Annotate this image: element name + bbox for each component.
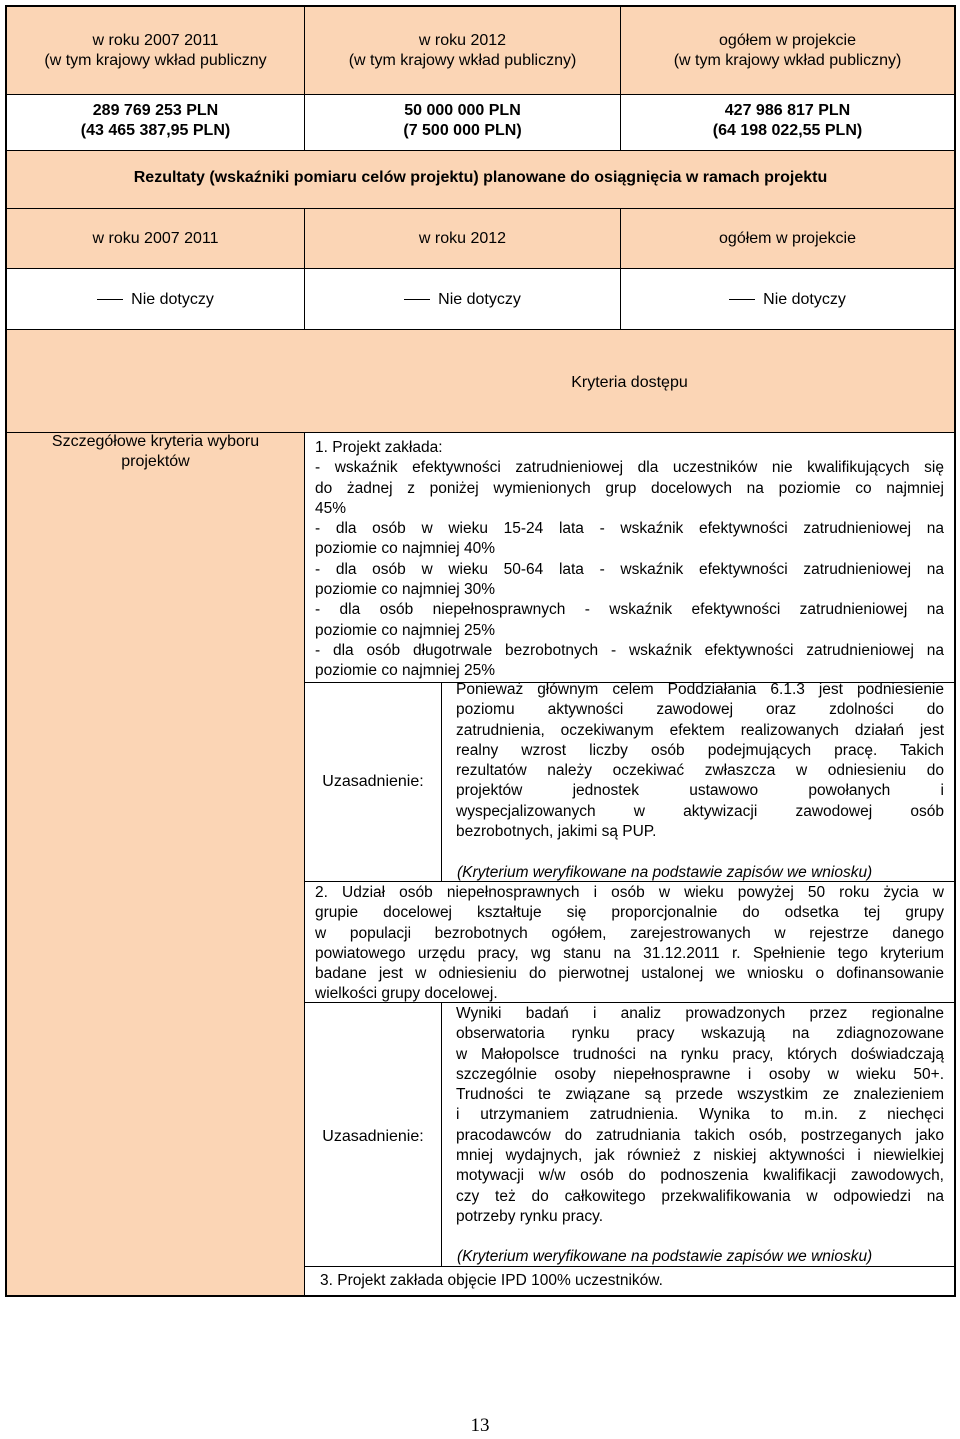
text-line: wyspecjalizowanych w aktywizacji zawodowej osób — [456, 802, 944, 820]
text-line: poziomie co najmniej 25% — [315, 662, 496, 680]
rule — [7, 329, 954, 330]
text-line: - wskaźnik efektywności zatrudnieniowej dla uczestników nie kwalifikujących się — [315, 459, 944, 477]
text-line: 2. Udział osób niepełnosprawnych i osób w wieku powyżej 50 roku życia w — [315, 884, 944, 901]
justification-label-2: Uzasadnienie: — [322, 1128, 424, 1145]
text-line: czy też do całkowitego przekwalifikowania w odpowiedzi na — [456, 1187, 944, 1205]
text-line: Trudności te związane są przede wszystkim ze znalezieniem — [456, 1086, 944, 1104]
rule — [7, 94, 954, 95]
text-line: szczególnie osoby niepełnosprawne i osoby w wieku 50+. — [456, 1065, 944, 1083]
page-number: 13 — [470, 1415, 490, 1436]
text-line: rezultatów należy oczekiwać zwłaszcza w odniesieniu do — [456, 762, 944, 780]
text-line: obserwatoria rynku pracy wskazują na zdiagnozowane — [456, 1025, 944, 1043]
border-top — [5, 5, 956, 7]
results-title: Rezultaty (wskaźniki pomiaru celów projektu) planowane do osiągnięcia w ramach projektu — [133, 169, 828, 186]
results-header-col2: w roku 2012 — [418, 230, 507, 247]
text-line: 45% — [315, 499, 347, 517]
verification-note-1: (Kryterium weryfikowane na podstawie zapisów we wniosku) — [457, 864, 873, 881]
results-value-col1: Nie dotyczy — [7, 290, 304, 310]
text-line: Ponieważ głównym celem Poddziałania 6.1.3 jest podniesienie — [456, 681, 944, 698]
criterion-1-text — [315, 438, 944, 682]
funding-header-col1: w roku 2007 2011 (w tym krajowy wkład publiczny — [44, 32, 267, 69]
border-bottom — [5, 1295, 956, 1297]
funding-value-col1: 289 769 253 PLN (43 465 387,95 PLN) — [80, 102, 231, 139]
text-line: projektów jednostek ustawowo powołanych i — [456, 782, 944, 800]
border-right — [954, 5, 956, 1297]
verification-note-2: (Kryterium weryfikowane na podstawie zapisów we wniosku) — [457, 1248, 873, 1265]
criterion-3-text: 3. Projekt zakłada objęcie IPD 100% uczestników. — [320, 1272, 663, 1289]
criteria-label-bg — [7, 432, 305, 1296]
text-line: poziomu aktywności zawodowej oraz zdolności do — [456, 701, 944, 719]
text-line: realny wzrost liczby osób podejmujących pracę. Takich — [456, 741, 944, 759]
col-divider — [620, 208, 621, 329]
text-line: grupie docelowej kształtuje się proporcjonalnie do odsetka tej grupy — [315, 904, 944, 922]
funding-header-col3: ogółem w projekcie (w tym krajowy wkład publiczny) — [673, 32, 902, 69]
col-divider — [441, 1002, 442, 1266]
col-divider — [304, 432, 305, 1296]
text-line: - dla osób w wieku 50-64 lata - wskaźnik efektywności zatrudnieniowej na — [315, 560, 944, 578]
text-line: wielkości grupy docelowej. — [315, 985, 498, 1003]
rule — [7, 150, 954, 151]
results-header-col3: ogółem w projekcie — [719, 230, 856, 247]
text-line: badane jest w odniesieniu do pierwotnej ustalonej we wniosku o dofinansowanie — [315, 965, 944, 983]
justification-label-1: Uzasadnienie: — [322, 773, 424, 790]
text-line: w populacji bezrobotnych ogółem, zarejestrowanych w rejestrze danego — [315, 924, 944, 942]
funding-value-col2: 50 000 000 PLN (7 500 000 PLN) — [403, 102, 522, 139]
dash-mark — [97, 299, 123, 300]
text-line: i utrzymaniem zatrudnienia. Wynika to m.in. z niechęci — [456, 1106, 944, 1124]
justification-1-text — [456, 680, 944, 842]
results-value-col3: Nie dotyczy — [621, 290, 954, 310]
text-line: potrzeby rynku pracy. — [456, 1207, 604, 1225]
text-line: 1. Projekt zakłada: — [315, 439, 443, 456]
text-line: bezrobotnych, jakimi są PUP. — [456, 823, 657, 841]
criteria-label: Szczegółowe kryteria wyboru projektów — [51, 433, 260, 470]
criterion-2-text — [315, 883, 944, 1005]
text-line: w Małopolsce trudności na rynku pracy, których doświadczają — [456, 1045, 944, 1063]
dash-mark — [404, 299, 430, 300]
text-line: poziomie co najmniej 40% — [315, 540, 496, 558]
text-line: powiatowego urzędu pracy, wg stanu na 31.12.2011 r. Spełnienie tego kryterium — [315, 944, 944, 962]
text-line: pracodawców do zatrudniania takich osób, postrzeganych jako — [456, 1126, 944, 1144]
border-left — [5, 5, 7, 1297]
text-line: zatrudnienia, oczekiwanym efektem realizowanych działań jest — [456, 721, 944, 739]
text-line: do żadnej z poniżej wymienionych grup docelowych na poziomie co najmniej — [315, 479, 944, 497]
text-line: - dla osób niepełnosprawnych - wskaźnik efektywności zatrudnieniowej na — [315, 601, 944, 619]
rule — [7, 268, 954, 269]
text-line: Wyniki badań i analiz prowadzonych przez regionalne — [456, 1005, 944, 1022]
results-value-col2: Nie dotyczy — [305, 290, 620, 310]
text-line: poziomie co najmniej 30% — [315, 581, 496, 599]
col-divider — [441, 682, 442, 881]
access-title: Kryteria dostępu — [571, 374, 688, 391]
text-line: poziomie co najmniej 25% — [315, 621, 496, 639]
col-divider — [304, 208, 305, 329]
rule — [7, 208, 954, 209]
text-line: motywacji w/w osób do podnoszenia kwalifikacji zawodowych, — [456, 1167, 944, 1185]
justification-2-text — [456, 1004, 944, 1227]
text-line: - dla osób długotrwale bezrobotnych - wskaźnik efektywności zatrudnieniowej na — [315, 641, 944, 659]
funding-header-col2: w roku 2012 (w tym krajowy wkład publiczny) — [348, 32, 577, 69]
dash-mark — [729, 299, 755, 300]
text-line: mniej wydajnych, jak również z niskiej aktywności i niewielkiej — [456, 1147, 944, 1165]
funding-value-col3: 427 986 817 PLN (64 198 022,55 PLN) — [712, 102, 863, 139]
text-line: - dla osób w wieku 15-24 lata - wskaźnik efektywności zatrudnieniowej na — [315, 520, 944, 538]
results-header-col1: w roku 2007 2011 — [92, 230, 219, 247]
